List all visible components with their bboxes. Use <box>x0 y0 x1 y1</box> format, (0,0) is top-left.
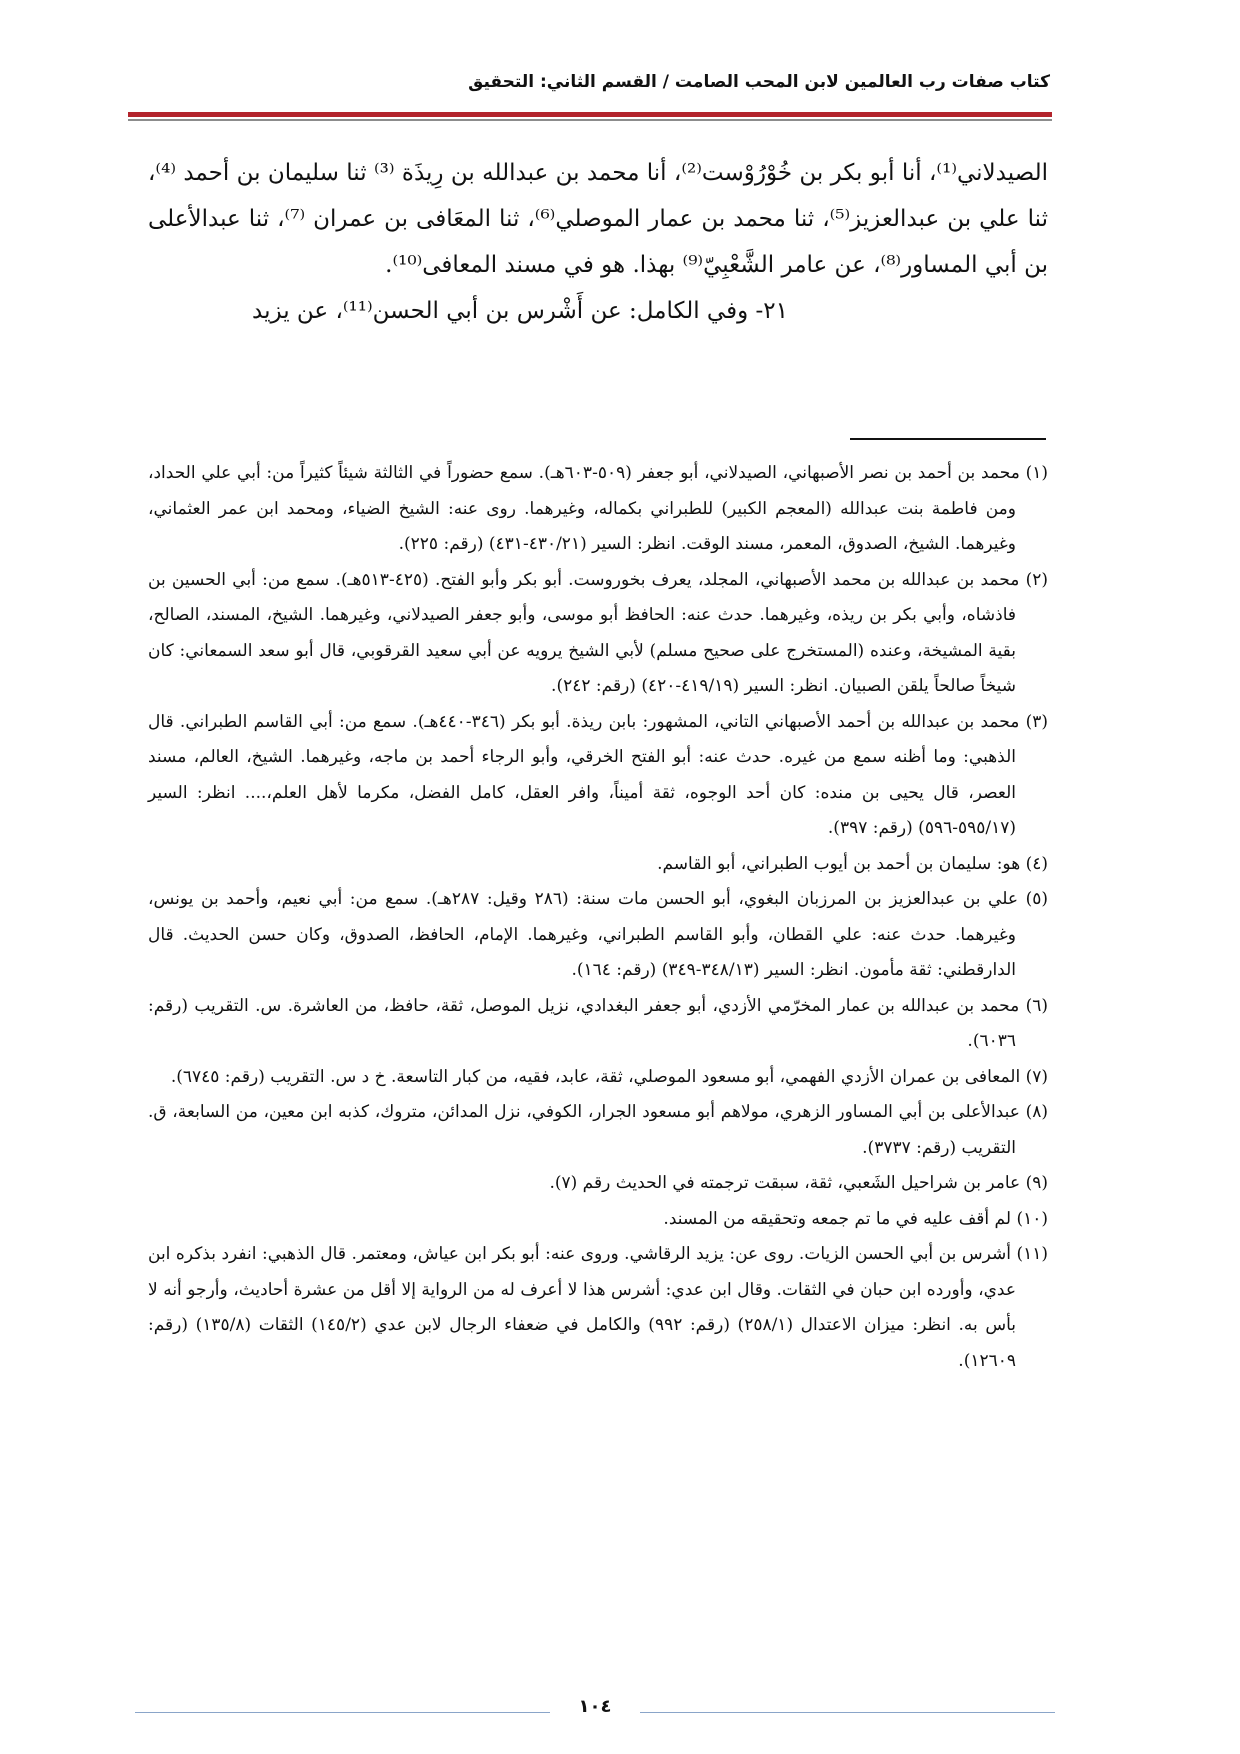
footer-rule-left <box>135 1712 550 1713</box>
header-rule-grey <box>128 119 1052 121</box>
footnote-1: (١) محمد بن أحمد بن نصر الأصبهاني، الصيدلاني، أبو جعفر (٥٠٩-٦٠٣هـ). سمع حضوراً في الثالثة شيئاً كثيراً من: أبي علي الحداد، ومن فاطمة بنت عبدالله (المعجم الكبير) للطبراني بكماله، وغيرهما. روى عنه: الشيخ الضياء، ومحمد ابن عمر العثماني، وغيرهما. الشيخ، الصدوق، المعمر، مسند الوقت. انظر: السير (٤٣٠/٢١-٤٣١) (رقم: ٢٢٥). <box>148 463 1048 554</box>
footnotes <box>148 456 1048 1379</box>
isnad-paragraph: الصيدلاني⁽¹⁾، أنا أبو بكر بن خُوْرُوْست⁽²⁾، أنا محمد بن عبدالله بن رِيذَة ⁽³⁾ ثنا سليمان بن أحمد ⁽⁴⁾، ثنا علي بن عبدالعزيز⁽⁵⁾، ثنا محمد بن عمار الموصلي⁽⁶⁾، ثنا المعَافى بن عمران ⁽⁷⁾، ثنا عبدالأعلى بن أبي المساور⁽⁸⁾، عن عامر الشَّعْبِيّ⁽⁹⁾ بهذا. هو في مسند المعافى⁽¹⁰⁾. <box>148 160 1049 278</box>
footnote-10: (١٠) لم أقف عليه في ما تم جمعه وتحقيقه من المسند. <box>663 1208 1048 1229</box>
page-number: ١٠٤ <box>578 1696 612 1717</box>
footnote-5: (٥) علي بن عبدالعزيز بن المرزبان البغوي، أبو الحسن مات سنة: (٢٨٦ وقيل: ٢٨٧هـ). سمع من: أبي نعيم، وأحمد بن يونس، وغيرهما. حدث عنه: علي القطان، وأبو القاسم الطبراني، وغيرهما. الإمام، الحافظ، الصدوق، وكان حسن الحديث. قال الدارقطني: ثقة مأمون. انظر: السير (٣٤٨/١٣-٣٤٩) (رقم: ١٦٤). <box>148 889 1048 980</box>
footnote-6: (٦) محمد بن عبدالله بن عمار المخرّمي الأزدي، أبو جعفر البغدادي، نزيل الموصل، ثقة، حافظ، من العاشرة. س. التقريب (رقم: ٦٠٣٦). <box>148 995 1048 1051</box>
header-rule-red <box>128 112 1052 117</box>
book-title: كتاب صفات رب العالمين لابن المحب الصامت / القسم الثاني: التحقيق <box>468 72 1050 92</box>
footnote-3: (٣) محمد بن عبدالله بن أحمد الأصبهاني التاني، المشهور: بابن ريذة. أبو بكر (٣٤٦-٤٤٠هـ). سمع من: أبي القاسم الطبراني. قال الذهبي: وما أظنه سمع من غيره. حدث عنه: أبو الفتح الخرقي، وأبو الرجاء أحمد بن ماجه، وغيرهما. الشيخ، العالم، مسند العصر، قال يحيى بن منده: كان أحد الوجوه، ثقة أميناً، وافر العقل، كامل الفضل، مكرما لأهل العلم،.... انظر: السير (٥٩٥/١٧-٥٩٦) (رقم: ٣٩٧). <box>148 711 1048 838</box>
footnote-7: (٧) المعافى بن عمران الأزدي الفهمي، أبو مسعود الموصلي، ثقة، عابد، فقيه، من كبار التاسعة. خ د س. التقريب (رقم: ٦٧٤٥). <box>170 1066 1048 1087</box>
running-header <box>130 62 1050 102</box>
footnote-separator <box>850 438 1046 440</box>
footnote-4: (٤) هو: سليمان بن أحمد بن أيوب الطبراني، أبو القاسم. <box>657 853 1048 874</box>
footer-rule-right <box>640 1712 1055 1713</box>
footnote-9: (٩) عامر بن شراحيل الشَعبي، ثقة، سبقت ترجمته في الحديث رقم (٧). <box>549 1173 1048 1193</box>
footnote-2: (٢) محمد بن عبدالله بن محمد الأصبهاني، المجلد، يعرف بخوروست. أبو بكر وأبو الفتح. (٤٢٥-٥١٣هـ). سمع من: أبي الحسين بن فاذشاه، وأبي بكر بن ريذه، وغيرهما. حدث عنه: الحافظ أبو موسى، وأبو جعفر الصيدلاني، وغيرهما. الشيخ، المسند، الصالح، بقية المشيخة، وعنده (المستخرج على صحيح مسلم) لأبي الشيخ يرويه عن أبي سعيد القرقوبي، قال أبو سعد السمعاني: كان شيخاً صالحاً يلقن الصبيان. انظر: السير (٤١٩/١٩-٤٢٠) (رقم: ٢٤٢). <box>148 569 1048 696</box>
footnote-11: (١١) أشرس بن أبي الحسن الزيات. روى عن: يزيد الرقاشي. وروى عنه: أبو بكر ابن عياش، ومعتمر. قال الذهبي: انفرد بذكره ابن عدي، وأورده ابن حبان في الثقات. وقال ابن عدي: أشرس هذا لا أعرف له من الرواية إلا أقل من عشرة أحاديث، وأرجو أنه لا بأس به. انظر: ميزان الاعتدال (٢٥٨/١) (رقم: ٩٩٢) والكامل في ضعفاء الرجال لابن عدي (١٤٥/٢) الثقات (١٣٥/٨) (رقم: ١٢٦٠٩). <box>148 1244 1048 1371</box>
main-text <box>148 150 1048 334</box>
footnote-8: (٨) عبدالأعلى بن أبي المساور الزهري، مولاهم أبو مسعود الجرار، الكوفي، نزل المدائن، متروك، كذبه ابن معين، من السابعة، ق. التقريب (رقم: ٣٧٣٧). <box>148 1102 1048 1158</box>
hadith-21-line: ٢١- وفي الكامل: عن أَشْرس بن أبي الحسن⁽¹¹⁾، عن يزيد <box>252 298 788 324</box>
